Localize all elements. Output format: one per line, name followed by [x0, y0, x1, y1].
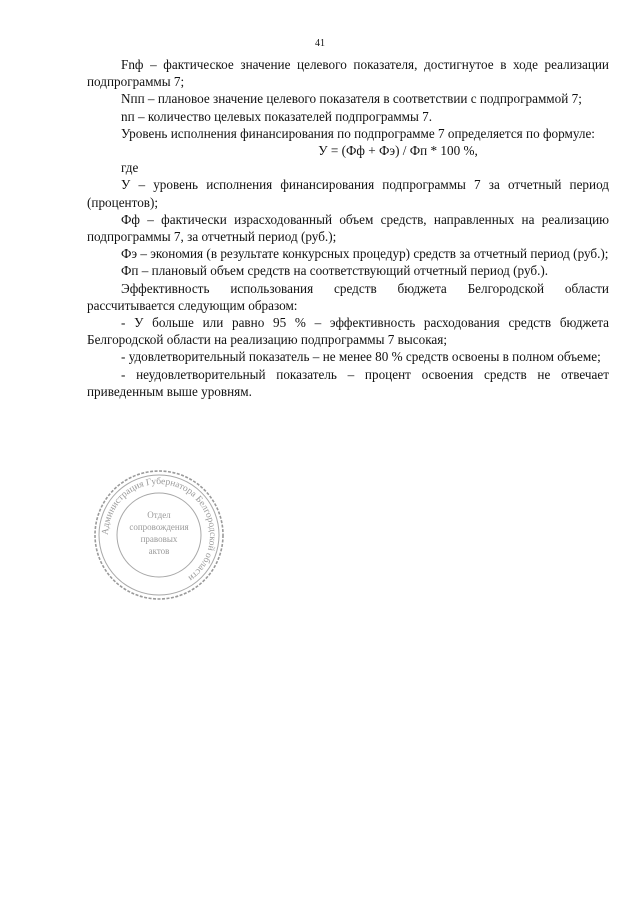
paragraph-where: где: [121, 160, 139, 176]
stamp-line-4: актов: [148, 546, 170, 556]
list-item-unsatisfactory: - неудовлетворительный показатель – процент освоения средств не отвечает приведенным выше уровням.: [87, 366, 609, 399]
paragraph-ff-definition: Фф – фактически израсходованный объем средств, направленных на реализацию подпрограммы 7, за отчетный период (руб.);: [87, 211, 609, 245]
paragraph-fe-definition: Фэ – экономия (в результате конкурсных процедур) средств за отчетный период (руб.);: [121, 246, 609, 262]
paragraph-formula-intro: Уровень исполнения финансирования по подпрограмме 7 определяется по формуле:: [121, 125, 595, 141]
paragraph-efficiency-intro: Эффективность использования средств бюджета Белгородской области рассчитывается следующим образом:: [87, 280, 609, 313]
stamp-outer-text: Администрация Губернатора Белгородской области: [100, 476, 218, 583]
paragraph-np: nп – количество целевых показателей подпрограммы 7.: [121, 108, 433, 124]
paragraph-u-definition: У – уровень исполнения финансирования подпрограммы 7 за отчетный период (процентов);: [87, 177, 609, 210]
page-number: 41: [315, 38, 325, 49]
formula: У = (Фф + Фэ) / Фп * 100 %,: [318, 143, 478, 159]
paragraph-npp: Nпп – плановое значение целевого показателя в соответствии с подпрограммой 7;: [121, 91, 582, 107]
stamp-line-2: сопровождения: [129, 522, 189, 532]
stamp-line-1: Отдел: [147, 510, 171, 520]
paragraph-fnf: Fnф – фактическое значение целевого показателя, достигнутое в ходе реализации подпрограммы 7;: [87, 57, 609, 90]
stamp-line-3: правовых: [140, 534, 178, 544]
document-body: [87, 56, 609, 400]
paragraph-fp-definition: Фп – плановый объем средств на соответствующий отчетный период (руб.).: [121, 263, 549, 279]
official-stamp: [92, 468, 226, 602]
list-item-high: - У больше или равно 95 % – эффективность расходования средств бюджета Белгородской области на реализацию подпрограммы 7 высокая;: [87, 315, 609, 348]
list-item-satisfactory: - удовлетворительный показатель – не менее 80 % средств освоены в полном объеме;: [121, 349, 601, 365]
